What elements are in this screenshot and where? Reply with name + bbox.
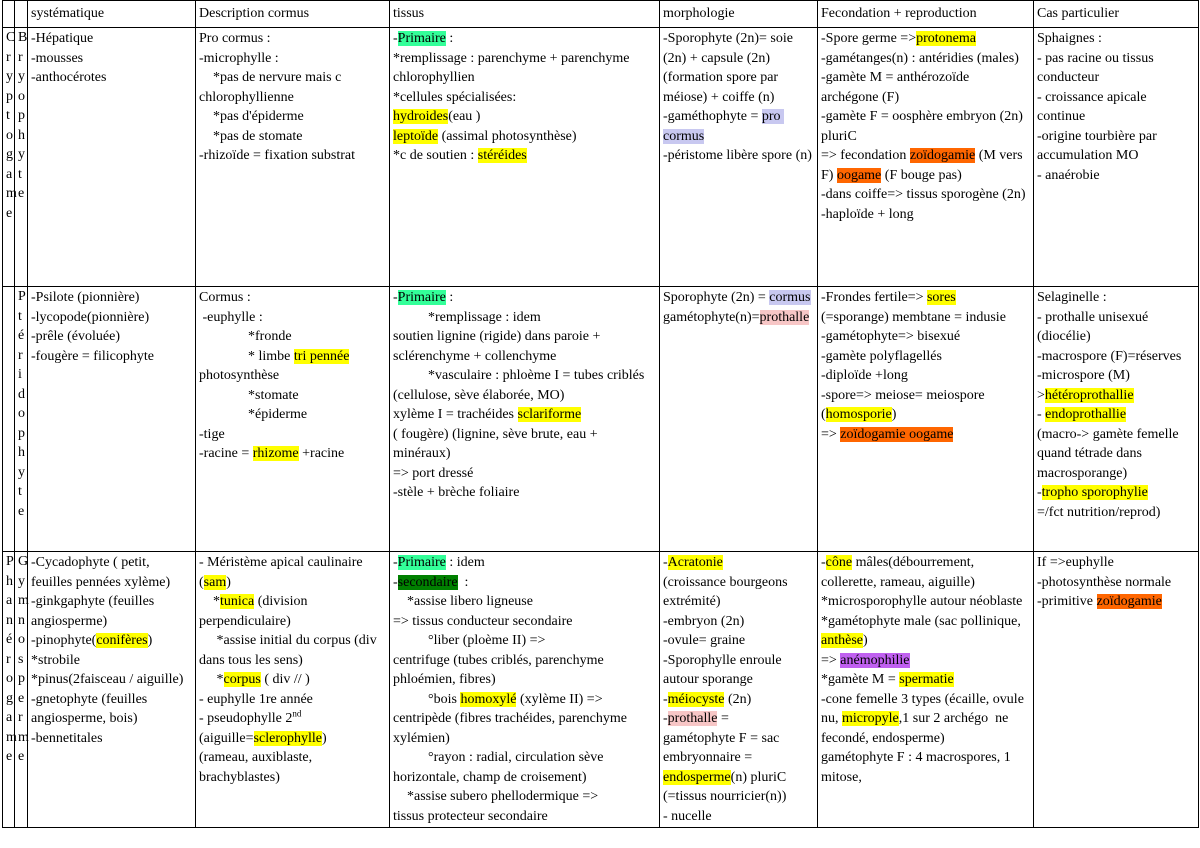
highlighted-term: zoïdogamie	[1096, 594, 1162, 609]
fecondation-cell	[818, 552, 1034, 828]
cell-text: -Cycadophyte ( petit, feuilles pennées xylème) -ginkgaphyte (feuilles angiosperme) -pinophyte(	[31, 555, 171, 648]
cas-particulier-cell	[1034, 287, 1199, 552]
cell-text: (=sporange) membtane = indusie -gamétophyte=> bisexué -gamète polyflagellés -diploïde +long -spore=> meiose= meiospore (	[821, 309, 1006, 422]
cell-text: (xylème II) => centripède (fibres trachéides, parenchyme xylémien) °rayon : radial, circulation sève horizontale, champ de croisement) *assise subero phellodermique => tissus protecteur secondaire	[393, 691, 627, 824]
cell-text: If =>euphylle -photosynthèse normale -primitive	[1037, 555, 1172, 609]
morphologie-cell	[660, 552, 818, 828]
highlighted-term: zoïdogamie	[909, 148, 976, 163]
header-row	[3, 1, 1199, 28]
highlighted-term: Acratonie	[667, 555, 723, 570]
subgroup-label-text: P t é r i d o p h y t e	[18, 289, 26, 519]
highlighted-term: spermatie	[899, 672, 954, 687]
group-label-text: C r y p t o g a m e	[6, 30, 17, 221]
highlighted-term: Primaire	[397, 555, 446, 570]
highlighted-term: secondaire	[397, 574, 458, 590]
course-table	[2, 0, 1199, 828]
subgroup-label	[15, 552, 28, 828]
cell-text: gamétophyte(n)=	[663, 309, 760, 325]
cell-text: +racine	[298, 446, 345, 461]
morphologie-cell	[660, 287, 818, 552]
cell-text: : idem -	[393, 555, 485, 590]
cell-text: = gamétophyte F = sac embryonnaire =	[663, 711, 780, 765]
header-cas-particulier: Cas particulier	[1034, 1, 1199, 28]
description-cormus-cell	[196, 552, 390, 828]
group-label-text: P h a n é r o g a m e	[6, 554, 17, 764]
systematique-cell	[28, 28, 196, 287]
cell-text: *gamète M =	[821, 672, 896, 687]
highlighted-term: hétéroprothallie	[1044, 387, 1134, 403]
cell-text: : *remplissage : parenchyme + parenchyme chlorophyllien *cellules spécialisées:	[393, 31, 630, 105]
header-fecondation: Fecondation + reproduction	[818, 1, 1034, 28]
cell-text: mâles(débourrement, collerette, rameau, aiguille) *microsporophylle autour néoblaste *gamétophyte male (sac pollinique,	[821, 555, 1023, 629]
cell-text: ) *	[213, 574, 231, 609]
cell-text: -cone femelle 3 types (écaille, ovule nu,	[821, 691, 1024, 726]
highlighted-term: homoxylé	[460, 691, 517, 707]
highlighted-term: endoprothallie	[1045, 407, 1127, 422]
highlighted-term: conifères	[96, 633, 148, 648]
description-cormus-cell	[196, 28, 390, 287]
highlighted-term: tri pennée	[293, 348, 350, 364]
cell-text: -péristome libère spore (n)	[663, 148, 812, 163]
tissus-cell	[390, 28, 660, 287]
cell-text: ) =>	[821, 407, 897, 442]
cell-text: -	[393, 555, 398, 570]
header-spacer	[3, 1, 15, 28]
header-description-cormus: Description cormus	[196, 1, 390, 28]
highlighted-term: tunica	[220, 594, 255, 609]
highlighted-term: sclariforme	[517, 407, 582, 422]
cell-text: -Psilote (pionnière) -lycopode(pionnière) -prêle (évoluée) -fougère = filicophyte	[31, 290, 154, 364]
cell-text: ) *strobile *pinus(2faisceau / aiguille) -gnetophyte (feuilles angiosperme, bois) -bennetitales	[31, 633, 184, 746]
highlighted-term: stéréides	[477, 148, 527, 163]
highlighted-term: Primaire	[397, 290, 446, 305]
highlighted-term: sam	[203, 574, 227, 590]
highlighted-term: cormus	[769, 290, 811, 305]
highlighted-term: prothalle	[667, 711, 718, 726]
tissus-cell	[390, 287, 660, 552]
highlighted-term: homosporie	[825, 407, 892, 422]
cell-text: -Spore germe =>	[821, 31, 917, 46]
cell-text: (aiguille=	[199, 730, 254, 746]
header-spacer	[15, 1, 28, 28]
group-label	[3, 552, 15, 828]
cell-text: - Méristème apical caulinaire (	[199, 555, 367, 590]
cell-text: ( fougère) (lignine, sève brute, eau + minéraux) => port dressé -stèle + brèche foliaire	[393, 426, 598, 500]
highlighted-term: leptoïde	[393, 128, 439, 144]
highlighted-term: sores	[926, 290, 956, 305]
group-label	[3, 28, 15, 287]
highlighted-term: rhizome	[252, 446, 299, 461]
cell-text: Pro cormus : -microphylle : *pas de nervure mais c chlorophyllienne *pas d'épiderme *pas de stomate -rhizoïde = fixation substrat	[199, 31, 356, 163]
highlighted-term: micropyle	[842, 711, 899, 726]
systematique-cell	[28, 287, 196, 552]
subgroup-label-text: G y m n o s p e r m e	[18, 554, 29, 764]
header-systematique: systématique	[28, 1, 196, 28]
cell-text: photosynthèse *stomate *épiderme -tige -racine =	[199, 368, 308, 461]
highlighted-term: hydroides	[393, 109, 449, 124]
cell-text: (macro-> gamète femelle quand tétrade dans macrosporange) -	[1037, 426, 1179, 500]
cell-text: ,1 sur 2 archégo ne fecondé, endosperme) gamétophyte F : 4 macrospores, 1 mitose,	[821, 711, 1011, 785]
cell-text: (F bouge pas) -dans coiffe=> tissus sporogène (2n) -haploïde + long	[821, 167, 1026, 222]
cell-text: -	[821, 555, 826, 570]
cell-text: (division perpendiculaire) *assise initial du corpus (div dans tous les sens) *	[199, 594, 377, 687]
highlighted-term: oogame	[836, 167, 882, 183]
table-row	[3, 552, 1199, 828]
cell-text: (eau )	[448, 109, 481, 124]
header-tissus: tissus	[390, 1, 660, 28]
highlighted-term: pro cormus	[663, 109, 785, 144]
cell-text: (assimal photosynthèse) *c de soutien :	[393, 128, 577, 163]
highlighted-term: sclerophylle	[253, 730, 322, 746]
highlighted-term: tropho sporophylie	[1041, 485, 1148, 500]
subgroup-label	[15, 28, 28, 287]
group-label	[3, 287, 15, 552]
subgroup-label	[15, 287, 28, 552]
cell-text: ) =>	[821, 633, 868, 668]
cell-text: -Frondes fertile=>	[821, 290, 927, 305]
highlighted-term: protonema	[916, 31, 976, 46]
highlighted-term: méiocyste	[667, 691, 725, 707]
cell-text: -	[393, 31, 398, 46]
cell-text: Sporophyte (2n) =	[663, 290, 770, 305]
highlighted-term: prothalle	[759, 309, 810, 325]
highlighted-term: anémophilie	[840, 652, 910, 668]
cell-text: Selaginelle : - prothalle unisexué (diocélie) -macrospore (F)=réserves -microspore (M) >	[1037, 290, 1182, 403]
cell-text: -Hépatique -mousses -anthocérotes	[31, 31, 107, 85]
highlighted-term: cône	[825, 555, 853, 570]
cell-text: (M vers F)	[821, 148, 1027, 183]
tissus-cell	[390, 552, 660, 828]
table-row	[3, 28, 1199, 287]
cell-text: Sphaignes : - pas racine ou tissus conducteur - croissance apicale continue -origine tourbière par accumulation MO - anaérobie	[1037, 31, 1157, 183]
highlighted-term: zoïdogamie oogame	[840, 426, 954, 442]
cell-text: ( div // ) - euphylle 1re année - pseudophylle 2	[199, 672, 313, 726]
cas-particulier-cell	[1034, 28, 1199, 287]
morphologie-cell	[660, 28, 818, 287]
cell-text: : *remplissage : idem soutien lignine (rigide) dans paroie + sclérenchyme + collenchyme *vasculaire : phloème I = tubes criblés (cellulose, sève élaborée, MO) xylème I = trachéides	[393, 290, 645, 422]
cell-text: (croissance bourgeons extrémité) -embryon (2n) -ovule= graine -Sporophylle enroule autour sporange -	[663, 574, 788, 707]
highlighted-term: endosperme	[663, 769, 731, 785]
fecondation-cell	[818, 28, 1034, 287]
cell-text: nd	[292, 708, 302, 719]
highlighted-term: anthèse	[821, 633, 863, 648]
cell-text: -	[663, 555, 668, 570]
cell-text: -	[1037, 407, 1042, 422]
highlighted-term: Primaire	[397, 31, 446, 46]
subgroup-label-text: B r y o p h y t e	[18, 30, 28, 201]
cell-text: =/fct nutrition/reprod)	[1037, 504, 1161, 520]
fecondation-cell	[818, 287, 1034, 552]
cas-particulier-cell	[1034, 552, 1199, 828]
cell-text: (2n) -	[663, 691, 752, 726]
systematique-cell	[28, 552, 196, 828]
cell-text: : *assise libero ligneuse => tissus conducteur secondaire °liber (ploème II) => centrifuge (tubes criblés, parenchyme phloémien, fibres) °bois	[393, 574, 604, 707]
header-morphologie: morphologie	[660, 1, 818, 28]
highlighted-term: corpus	[223, 672, 261, 687]
cell-text: -gamétanges(n) : antéridies (males) -gamète M = anthérozoïde archégone (F) -gamète F = oosphère embryon (2n) pluriC => fecondation	[821, 50, 1023, 163]
cell-text: Cormus : -euphylle : *fronde * limbe	[199, 290, 292, 364]
cell-text: -	[393, 290, 398, 305]
description-cormus-cell	[196, 287, 390, 552]
cell-text: -Sporophyte (2n)= soie (2n) + capsule (2n) (formation spore par méiose) + coiffe (n) -gaméthophyte =	[663, 31, 793, 124]
cell-text: ) (rameau, auxiblaste, brachyblastes)	[199, 730, 327, 785]
cell-text: (n) pluriC (=tissus nourricier(n)) - nucelle	[663, 769, 787, 824]
table-row	[3, 287, 1199, 552]
